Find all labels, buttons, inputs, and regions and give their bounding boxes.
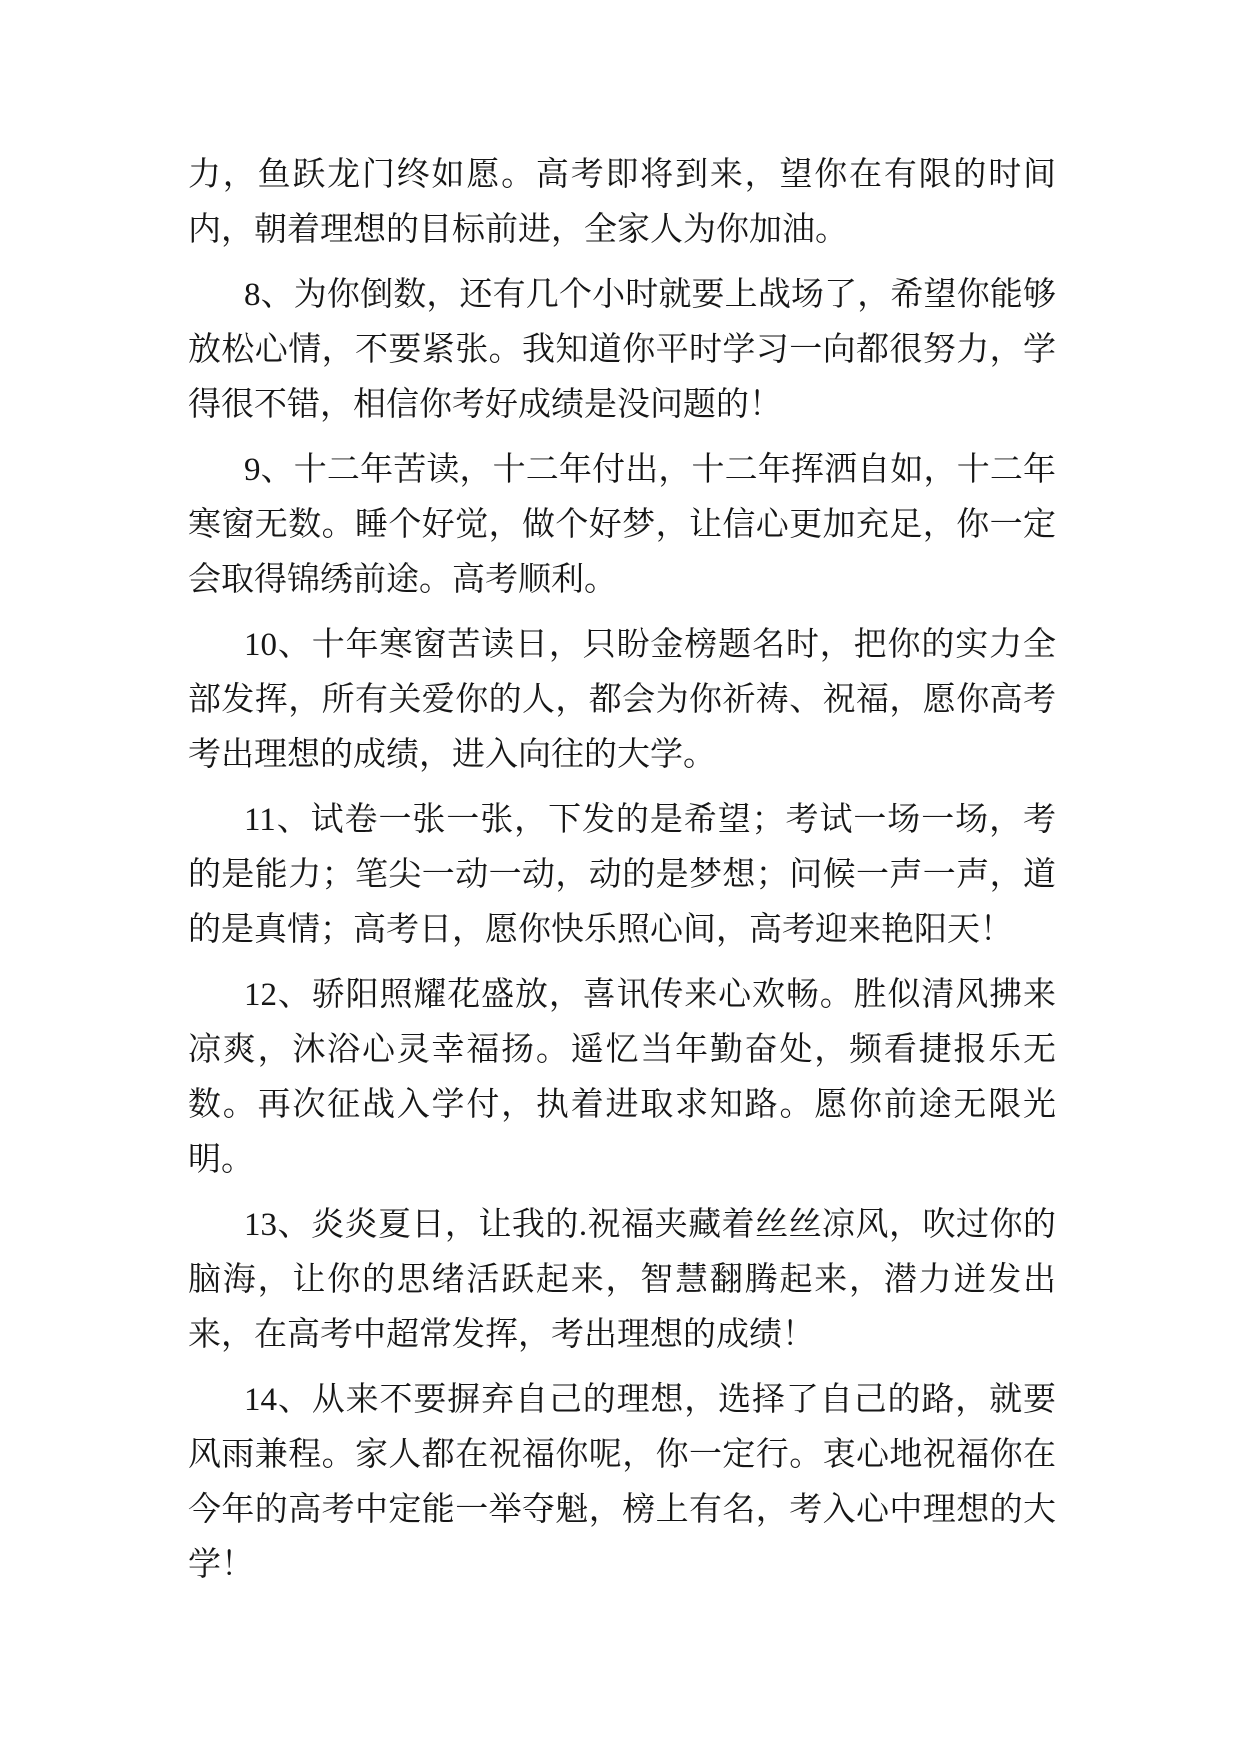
paragraph-item-10: 10、十年寒窗苦读日，只盼金榜题名时，把你的实力全部发挥，所有关爱你的人，都会为你祈祷、祝福，愿你高考考出理想的成绩，进入向往的大学。	[188, 627, 1056, 773]
paragraph-item-7-continuation: 力，鱼跃龙门终如愿。高考即将到来，望你在有限的时间内，朝着理想的目标前进，全家人为你加油。	[188, 157, 1056, 248]
paragraph-item-11: 11、试卷一张一张，下发的是希望；考试一场一场，考的是能力；笔尖一动一动，动的是梦想；问候一声一声，道的是真情；高考日，愿你快乐照心间，高考迎来艳阳天！	[188, 802, 1056, 948]
paragraph-item-9: 9、十二年苦读，十二年付出，十二年挥洒自如，十二年寒窗无数。睡个好觉，做个好梦，让信心更加充足，你一定会取得锦绣前途。高考顺利。	[188, 452, 1056, 598]
paragraph-item-12: 12、骄阳照耀花盛放，喜讯传来心欢畅。胜似清风拂来凉爽，沐浴心灵幸福扬。遥忆当年勤奋处，频看捷报乐无数。再次征战入学付，执着进取求知路。愿你前途无限光明。	[188, 977, 1056, 1178]
paragraph-item-8: 8、为你倒数，还有几个小时就要上战场了，希望你能够放松心情，不要紧张。我知道你平时学习一向都很努力，学得很不错，相信你考好成绩是没问题的！	[188, 277, 1056, 423]
document-text-body	[188, 148, 1056, 1593]
paragraph-item-14: 14、从来不要摒弃自己的理想，选择了自己的路，就要风雨兼程。家人都在祝福你呢，你一定行。衷心地祝福你在今年的高考中定能一举夺魁，榜上有名，考入心中理想的大学！	[188, 1382, 1056, 1583]
paragraph-item-13: 13、炎炎夏日，让我的.祝福夹藏着丝丝凉风，吹过你的脑海，让你的思绪活跃起来，智慧翻腾起来，潜力迸发出来，在高考中超常发挥，考出理想的成绩！	[188, 1207, 1056, 1353]
